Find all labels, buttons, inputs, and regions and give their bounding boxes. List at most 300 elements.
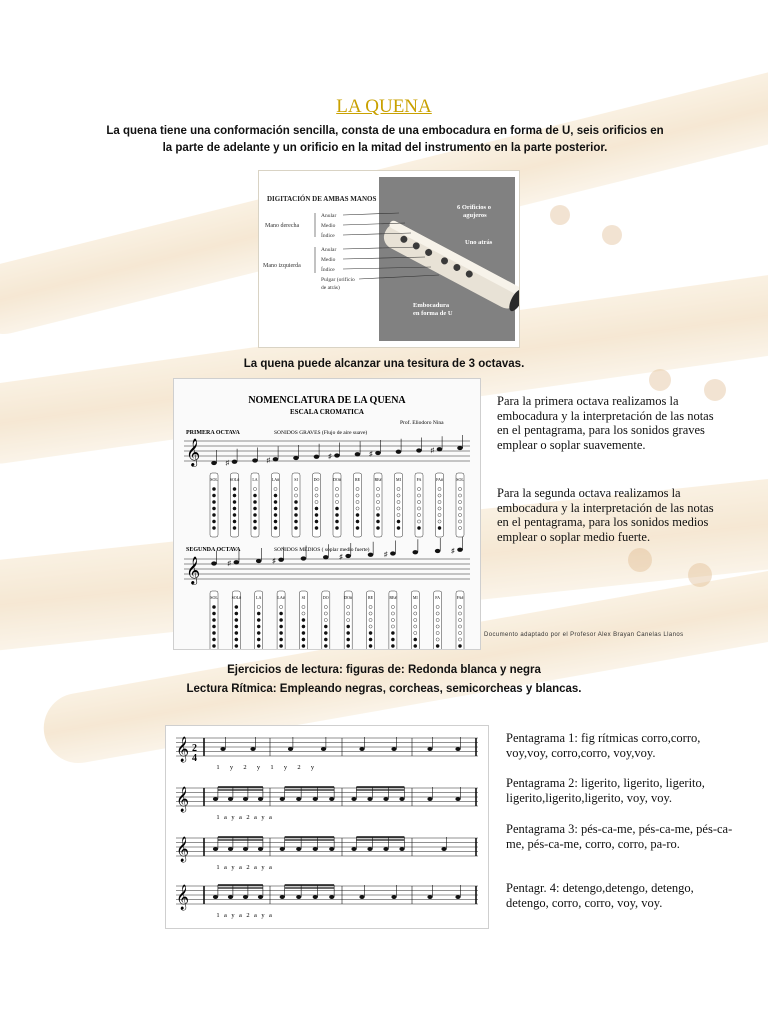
- finger-hole: [347, 605, 350, 608]
- finger-hole: [347, 644, 350, 647]
- finger-hole: [356, 487, 359, 490]
- finger-hole: [335, 487, 338, 490]
- finger-hole: [279, 612, 282, 615]
- finger-hole: [274, 507, 277, 510]
- note-head: [329, 847, 334, 851]
- note-head: [427, 747, 432, 751]
- finger-hole: [376, 507, 379, 510]
- note-name-label: FA#: [436, 477, 443, 482]
- note-head: [351, 797, 356, 801]
- note-head: [296, 895, 301, 899]
- finger-hole: [356, 513, 359, 516]
- finger-hole: [212, 625, 215, 628]
- finger-hole: [274, 526, 277, 529]
- finger-hole: [279, 605, 282, 608]
- finger-hole: [356, 526, 359, 529]
- page-title: LA QUENA: [336, 96, 432, 117]
- finger-hole: [233, 513, 236, 516]
- note-head: [232, 460, 238, 464]
- note-head: [383, 797, 388, 801]
- note-head: [243, 847, 248, 851]
- finger-hole: [315, 513, 318, 516]
- rhythm-syllable: y: [310, 764, 315, 771]
- finger-hole: [438, 500, 441, 503]
- finger-hole: [212, 494, 215, 497]
- finger-hole: [274, 500, 277, 503]
- finger-hole: [391, 638, 394, 641]
- finger-hole: [274, 494, 277, 497]
- note-head: [243, 797, 248, 801]
- finger-hole: [458, 487, 461, 490]
- finger-hole: [302, 605, 305, 608]
- note-name-label: MI: [412, 595, 418, 600]
- finger-hole: [294, 487, 297, 490]
- note-head: [427, 895, 432, 899]
- finger-hole: [391, 618, 394, 621]
- treble-clef: 𝄞: [186, 558, 201, 584]
- octave2-desc: SONIDOS MEDIOS ( soplar medio fuerte): [274, 547, 370, 553]
- sharp-sign: ♯: [225, 458, 229, 467]
- finger-hole: [335, 507, 338, 510]
- rhythm-syllable: a: [254, 912, 257, 919]
- finger-hole: [235, 625, 238, 628]
- octave1-label: PRIMERA OCTAVA: [186, 430, 240, 436]
- finger-hole: [235, 618, 238, 621]
- finger-hole: [414, 605, 417, 608]
- note-head: [296, 797, 301, 801]
- finger-hole: [376, 520, 379, 523]
- note-name-label: MI: [396, 477, 401, 482]
- note-name-label: DO#: [333, 477, 341, 482]
- rhythm-syllable: y: [261, 864, 265, 871]
- finger-hole: [356, 500, 359, 503]
- finger-hole: [302, 644, 305, 647]
- finger-hole: [257, 612, 260, 615]
- finger-hole: [438, 487, 441, 490]
- finger-hole: [436, 612, 439, 615]
- finger-hole: [438, 507, 441, 510]
- rhythm-syllable: 2: [246, 864, 250, 871]
- fingering-diagram-svg: [259, 171, 519, 347]
- finger-hole: [315, 526, 318, 529]
- finger-hole: [324, 605, 327, 608]
- finger-hole: [436, 605, 439, 608]
- note-head: [334, 453, 340, 457]
- note-name-label: RE: [367, 595, 374, 600]
- note-head: [313, 847, 318, 851]
- finger-hole: [315, 520, 318, 523]
- finger-hole: [212, 612, 215, 615]
- finger-hole: [438, 526, 441, 529]
- finger-hole: [302, 612, 305, 615]
- note-head: [211, 461, 217, 465]
- note-head: [412, 550, 418, 554]
- finger-hole: [212, 500, 215, 503]
- note-head: [211, 561, 217, 565]
- finger-hole: [212, 526, 215, 529]
- finger-hole: [212, 631, 215, 634]
- rhythm-syllable: 1: [216, 864, 220, 871]
- finger-hole: [376, 513, 379, 516]
- finger-hole: [253, 487, 256, 490]
- note-name-label: FA#: [456, 595, 464, 600]
- rhythm-staves: [176, 736, 478, 910]
- note-name-label: LA: [252, 477, 258, 482]
- note-head: [213, 895, 218, 899]
- finger-hole: [417, 520, 420, 523]
- finger-hole: [347, 638, 350, 641]
- finger-hole: [257, 644, 260, 647]
- rhythm-title: Lectura Rítmica: Empleando negras, corcheas, semicorcheas y blancas.: [186, 683, 582, 695]
- note-name-label: SOL#: [229, 477, 240, 482]
- finger-hole: [335, 513, 338, 516]
- note-head: [234, 560, 240, 564]
- note-head: [250, 747, 255, 751]
- finger-hole: [335, 500, 338, 503]
- sharp-sign: ♯: [383, 550, 388, 559]
- scale-subtitle: ESCALA CROMATICA: [290, 408, 364, 416]
- note-head: [359, 895, 364, 899]
- finger-hole: [253, 494, 256, 497]
- note-head: [243, 895, 248, 899]
- finger-hole: [235, 612, 238, 615]
- finger-label: Índice: [321, 233, 335, 239]
- finger-hole: [417, 494, 420, 497]
- rhythm-syllable: 1: [270, 764, 274, 771]
- finger-hole: [279, 638, 282, 641]
- note-head: [457, 446, 463, 450]
- rhythm-syllable: 1: [216, 912, 220, 919]
- note-name-label: RE: [354, 477, 361, 482]
- mouthpiece-label: Embocadura: [413, 302, 450, 309]
- finger-hole: [233, 507, 236, 510]
- note-name-label: SOL: [456, 477, 464, 482]
- finger-hole: [294, 513, 297, 516]
- finger-hole: [253, 513, 256, 516]
- note-head: [228, 895, 233, 899]
- finger-hole: [233, 526, 236, 529]
- staff-note-4: Pentagr. 4: detengo,detengo, detengo, detengo, corro, corro, voy, voy.: [506, 881, 694, 910]
- treble-clef: 𝄞: [186, 440, 201, 466]
- finger-hole: [369, 631, 372, 634]
- finger-hole: [233, 500, 236, 503]
- rhythm-syllable: a: [224, 864, 227, 871]
- rhythm-syllable: y: [261, 814, 265, 821]
- note-head: [455, 895, 460, 899]
- treble-clef: 𝄞: [176, 836, 190, 861]
- rhythm-syllable: y: [229, 764, 234, 771]
- second-octave-paragraph: Para la segunda octava realizamos la embocadura y la interpretación de las notas en el pentagrama, para los sonidos medios emplear o soplar medio fuerte.: [497, 486, 714, 544]
- sharp-sign: ♯: [451, 546, 455, 555]
- finger-hole: [458, 638, 461, 641]
- sharp-sign: ♯: [266, 456, 270, 465]
- finger-hole: [233, 487, 236, 490]
- note-head: [355, 452, 361, 456]
- finger-hole: [376, 487, 379, 490]
- finger-hole: [458, 605, 461, 608]
- note-head: [391, 895, 396, 899]
- finger-hole: [302, 631, 305, 634]
- note-head: [278, 558, 284, 562]
- rhythm-syllable: y: [231, 814, 235, 821]
- note-head: [220, 747, 225, 751]
- finger-hole: [417, 487, 420, 490]
- rhythm-syllable: y: [231, 864, 235, 871]
- finger-hole: [458, 618, 461, 621]
- rhythm-syllable: a: [269, 814, 272, 821]
- note-head: [296, 847, 301, 851]
- finger-label: Índice: [321, 267, 335, 273]
- rhythm-syllable: 2: [246, 912, 250, 919]
- finger-hole: [369, 612, 372, 615]
- finger-hole: [458, 513, 461, 516]
- note-head: [280, 797, 285, 801]
- sharp-sign: ♯: [339, 553, 343, 561]
- octave1-staff: [184, 435, 470, 537]
- note-head: [293, 456, 299, 460]
- note-name-label: SI: [294, 477, 298, 482]
- finger-hole: [458, 520, 461, 523]
- sharp-sign: ♯: [272, 556, 276, 565]
- finger-hole: [458, 494, 461, 497]
- finger-hole: [397, 513, 400, 516]
- note-head: [329, 797, 334, 801]
- finger-hole: [458, 500, 461, 503]
- finger-hole: [397, 500, 400, 503]
- note-head: [367, 797, 372, 801]
- note-head: [252, 458, 258, 462]
- finger-hole: [302, 638, 305, 641]
- rhythm-syllable: 2: [243, 764, 247, 771]
- note-name-label: SOL: [210, 595, 218, 600]
- author-label: Prof. Eliodoro Nina: [400, 420, 444, 426]
- finger-hole: [369, 625, 372, 628]
- finger-hole: [212, 507, 215, 510]
- time-signature-top: 2: [192, 743, 197, 754]
- finger-hole: [417, 500, 420, 503]
- finger-hole: [417, 526, 420, 529]
- note-head: [288, 747, 293, 751]
- note-head: [345, 554, 351, 558]
- note-head: [457, 548, 463, 552]
- finger-hole: [397, 487, 400, 490]
- finger-hole: [324, 612, 327, 615]
- rhythm-syllable: 2: [297, 764, 301, 771]
- note-head: [280, 895, 285, 899]
- note-head: [258, 895, 263, 899]
- treble-clef: 𝄞: [176, 786, 190, 811]
- treble-clef: 𝄞: [176, 884, 190, 909]
- rhythm-syllable: a: [224, 912, 227, 919]
- rhythm-syllable: a: [254, 864, 257, 871]
- finger-hole: [436, 644, 439, 647]
- finger-hole: [294, 507, 297, 510]
- note-head: [301, 556, 307, 560]
- finger-hole: [235, 605, 238, 608]
- finger-label: Anular: [321, 213, 337, 219]
- left-hand-label: Mano izquierda: [263, 263, 301, 269]
- note-name-label: LA: [256, 595, 262, 600]
- note-head: [367, 847, 372, 851]
- finger-hole: [253, 520, 256, 523]
- note-head: [383, 847, 388, 851]
- rhythm-syllable: a: [239, 912, 242, 919]
- note-name-label: LA#: [277, 595, 285, 600]
- finger-hole: [294, 526, 297, 529]
- finger-label: Pulgar (orificio: [321, 277, 355, 283]
- intro-paragraph: La quena tiene una conformación sencilla, consta de una embocadura en forma de U, seis orificios en la parte de adelante y un orificio en la mitad del instrumento en la parte posterior.: [106, 125, 664, 154]
- finger-hole: [212, 644, 215, 647]
- finger-hole: [436, 631, 439, 634]
- note-name-label: FA: [416, 477, 422, 482]
- back-hole-label: Uno atrás: [465, 239, 493, 246]
- finger-hole: [324, 644, 327, 647]
- octave1-desc: SONIDOS GRAVES (Flujo de aire suave): [274, 430, 368, 436]
- finger-hole: [294, 520, 297, 523]
- holes-label: 6 Orificios o: [457, 204, 491, 211]
- finger-hole: [233, 520, 236, 523]
- finger-hole: [356, 494, 359, 497]
- finger-hole: [235, 644, 238, 647]
- finger-hole: [212, 520, 215, 523]
- finger-label: Anular: [321, 247, 337, 253]
- staff-note-3: Pentagrama 3: pés-ca-me, pés-ca-me, pés-ca-me, pés-ca-me, corro, corro, pa-ro.: [506, 822, 733, 851]
- finger-hole: [315, 500, 318, 503]
- finger-hole: [315, 494, 318, 497]
- finger-hole: [438, 520, 441, 523]
- finger-hole: [458, 612, 461, 615]
- finger-hole: [257, 618, 260, 621]
- finger-hole: [347, 625, 350, 628]
- note-name-label: DO: [313, 477, 320, 482]
- finger-hole: [253, 500, 256, 503]
- finger-hole: [397, 494, 400, 497]
- finger-hole: [212, 618, 215, 621]
- finger-hole: [436, 618, 439, 621]
- finger-hole: [436, 638, 439, 641]
- rhythm-syllable: a: [239, 814, 242, 821]
- finger-hole: [391, 612, 394, 615]
- finger-hole: [302, 625, 305, 628]
- finger-hole: [458, 631, 461, 634]
- note-head: [313, 895, 318, 899]
- note-head: [314, 455, 320, 459]
- note-head: [455, 747, 460, 751]
- finger-hole: [397, 520, 400, 523]
- rhythm-syllable: y: [283, 764, 288, 771]
- rhythm-syllable: a: [239, 864, 242, 871]
- finger-hole: [397, 507, 400, 510]
- finger-hole: [414, 618, 417, 621]
- finger-hole: [369, 618, 372, 621]
- finger-hole: [274, 487, 277, 490]
- rhythm-syllable: a: [224, 814, 227, 821]
- finger-hole: [212, 638, 215, 641]
- rhythm-syllable: y: [261, 912, 265, 919]
- finger-hole: [315, 507, 318, 510]
- finger-hole: [212, 513, 215, 516]
- finger-hole: [294, 494, 297, 497]
- credit-line: Documento adaptado por el Profesor Alex Brayan Canelas Llanos: [484, 632, 684, 638]
- finger-hole: [335, 526, 338, 529]
- finger-hole: [414, 612, 417, 615]
- note-head: [399, 797, 404, 801]
- note-head: [368, 553, 374, 557]
- rhythm-syllable: a: [254, 814, 257, 821]
- finger-hole: [279, 644, 282, 647]
- finger-hole: [369, 605, 372, 608]
- time-signature-bottom: 4: [192, 753, 197, 764]
- rhythm-syllable: y: [256, 764, 261, 771]
- finger-hole: [356, 520, 359, 523]
- finger-hole: [414, 638, 417, 641]
- note-name-label: DO: [322, 595, 329, 600]
- holes-label: agujeros: [463, 212, 487, 219]
- finger-hole: [417, 513, 420, 516]
- finger-hole: [235, 631, 238, 634]
- finger-hole: [347, 618, 350, 621]
- note-head: [351, 847, 356, 851]
- note-name-label: FA: [435, 595, 441, 600]
- rhythm-syllable: y: [231, 912, 235, 919]
- rhythm-syllable: a: [269, 912, 272, 919]
- note-head: [455, 797, 460, 801]
- finger-hole: [436, 625, 439, 628]
- finger-hole: [376, 494, 379, 497]
- finger-hole: [391, 631, 394, 634]
- finger-hole: [257, 638, 260, 641]
- sharp-sign: ♯: [227, 559, 231, 568]
- finger-hole: [458, 644, 461, 647]
- finger-label: Medio: [321, 257, 336, 263]
- note-head: [396, 450, 402, 454]
- note-head: [323, 555, 329, 559]
- finger-hole: [212, 487, 215, 490]
- note-head: [313, 797, 318, 801]
- chromatic-scale-svg: [174, 379, 480, 649]
- finger-hole: [414, 631, 417, 634]
- finger-hole: [417, 507, 420, 510]
- note-name-label: DO#: [344, 595, 353, 600]
- note-head: [390, 551, 396, 555]
- note-head: [399, 847, 404, 851]
- note-head: [258, 847, 263, 851]
- chromatic-scale-figure: [173, 378, 481, 650]
- finger-hole: [279, 631, 282, 634]
- finger-hole: [369, 638, 372, 641]
- finger-hole: [391, 644, 394, 647]
- note-name-label: RE#: [389, 595, 397, 600]
- finger-hole: [274, 520, 277, 523]
- right-hand-label: Mano derecha: [265, 223, 300, 229]
- finger-hole: [458, 507, 461, 510]
- first-octave-paragraph: Para la primera octava realizamos la embocadura y la interpretación de las notas en el pentagrama, para los sonidos graves emplear o soplar suavemente.: [497, 394, 714, 452]
- finger-hole: [356, 507, 359, 510]
- staff-note-1: Pentagrama 1: fig rítmicas corro,corro, voy,voy, corro,corro, voy,voy.: [506, 731, 701, 760]
- finger-hole: [376, 526, 379, 529]
- finger-hole: [458, 526, 461, 529]
- sharp-sign: ♯: [369, 450, 373, 458]
- finger-hole: [253, 526, 256, 529]
- note-head: [228, 797, 233, 801]
- note-head: [359, 747, 364, 751]
- note-head: [437, 447, 443, 451]
- note-name-label: SI: [301, 595, 306, 600]
- finger-hole: [391, 605, 394, 608]
- note-head: [321, 747, 326, 751]
- exercises-title: Ejercicios de lectura: figuras de: Redonda blanca y negra: [227, 664, 541, 676]
- octave2-staff: [184, 537, 470, 649]
